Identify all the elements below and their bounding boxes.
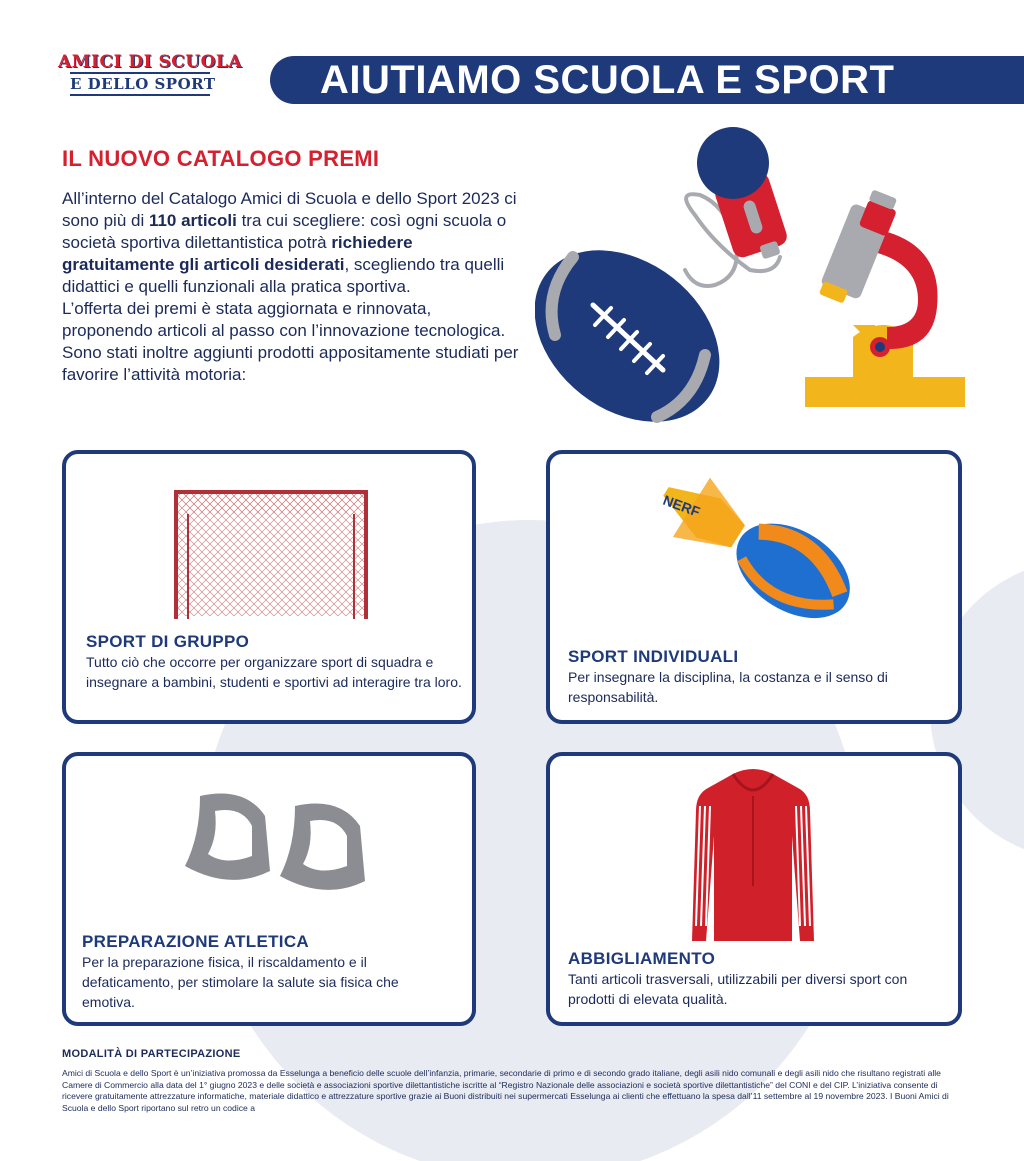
intro-text <box>62 188 522 386</box>
page-title: AIUTIAMO SCUOLA E SPORT <box>320 57 895 102</box>
red-hoodie-icon <box>688 766 818 946</box>
card-title: SPORT DI GRUPPO <box>86 632 250 651</box>
intro-p2: L’offerta dei premi è stata aggiornata e rinnovata, proponendo articoli al passo con l’innovazione tecnologica. <box>62 299 506 340</box>
nerf-vortex-ball-icon <box>640 472 870 622</box>
participation-text: Amici di Scuola e dello Sport è un’iniziativa promossa da Esselunga a beneficio delle scuole dell’infanzia, primarie, secondarie di primo e di secondo grado italiane, degli asili nido comunali e degli asili nido che risultano registrati alle Camere di Commercio alla data del 1° giugno 2023 e delle società e associazioni sportive dilettantistiche iscritte al “Registro Nazionale delle associazioni e società sportive dilettantistiche” del CONI e del CIP. L’iniziativa consente di ricevere gratuitamente attrezzature informatiche, materiale didattico e attrezzature sportive grazie ai Buoni distribuiti nei supermercati Esselunga ai clienti che effettuano la spesa dall’11 settembre al 19 novembre 2023. I Buoni Amici di Scuola e dello Sport riportano sul retro un codice a <box>62 1068 949 1113</box>
card-description: Tanti articoli trasversali, utilizzabili per diversi sport con prodotti di elevata qualità. <box>568 971 908 1007</box>
card-preparazione-atletica[interactable] <box>62 752 476 1026</box>
intro-p3: Sono stati inoltre aggiunti prodotti appositamente studiati per favorire l’attività motoria: <box>62 343 519 384</box>
logo-line-2: E DELLO SPORT <box>70 72 210 96</box>
nerf-logo: NERF <box>660 491 703 520</box>
card-description: Per la preparazione fisica, il riscaldamento e il defaticamento, per stimolare la salute sia fisica che emotiva. <box>82 954 399 1010</box>
intro-p1-c: tra cui scegliere: così ogni scuola o società sportiva dilettantistica potrà <box>62 211 507 252</box>
push-up-handles-icon <box>170 776 400 906</box>
intro-p1-d: richiedere gratuitamente gli articoli desiderati <box>62 233 413 274</box>
intro-p1-b: 110 articoli <box>148 211 237 230</box>
card-sport-individuali[interactable] <box>546 450 962 724</box>
logo <box>58 52 243 104</box>
section-title: IL NUOVO CATALOGO PREMI <box>62 146 380 171</box>
hero-illustration <box>535 125 965 425</box>
card-description: Tutto ciò che occorre per organizzare sport di squadra e insegnare a bambini, studenti e sportivi ad interagire tra loro. <box>86 654 462 690</box>
intro-p1-a: All’interno del Catalogo Amici di Scuola e dello Sport 2023 ci sono più di <box>62 189 517 230</box>
participation-title: MODALITÀ DI PARTECIPAZIONE <box>62 1048 241 1060</box>
card-sport-di-gruppo[interactable] <box>62 450 476 724</box>
card-abbigliamento[interactable] <box>546 752 962 1026</box>
card-title: ABBIGLIAMENTO <box>568 949 716 968</box>
logo-line-1: AMICI DI SCUOLA <box>58 52 243 72</box>
card-title: PREPARAZIONE ATLETICA <box>82 932 309 951</box>
microscope-icon <box>805 189 965 407</box>
card-description: Per insegnare la disciplina, la costanza e il senso di responsabilità. <box>568 669 888 705</box>
header-banner <box>270 56 1024 104</box>
card-title: SPORT INDIVIDUALI <box>568 647 739 666</box>
intro-p1-e: , scegliendo tra quelli didattici e quelli funzionali alla pratica sportiva. <box>62 255 505 296</box>
soccer-goal-icon <box>166 484 376 624</box>
microphone-icon <box>685 127 789 286</box>
